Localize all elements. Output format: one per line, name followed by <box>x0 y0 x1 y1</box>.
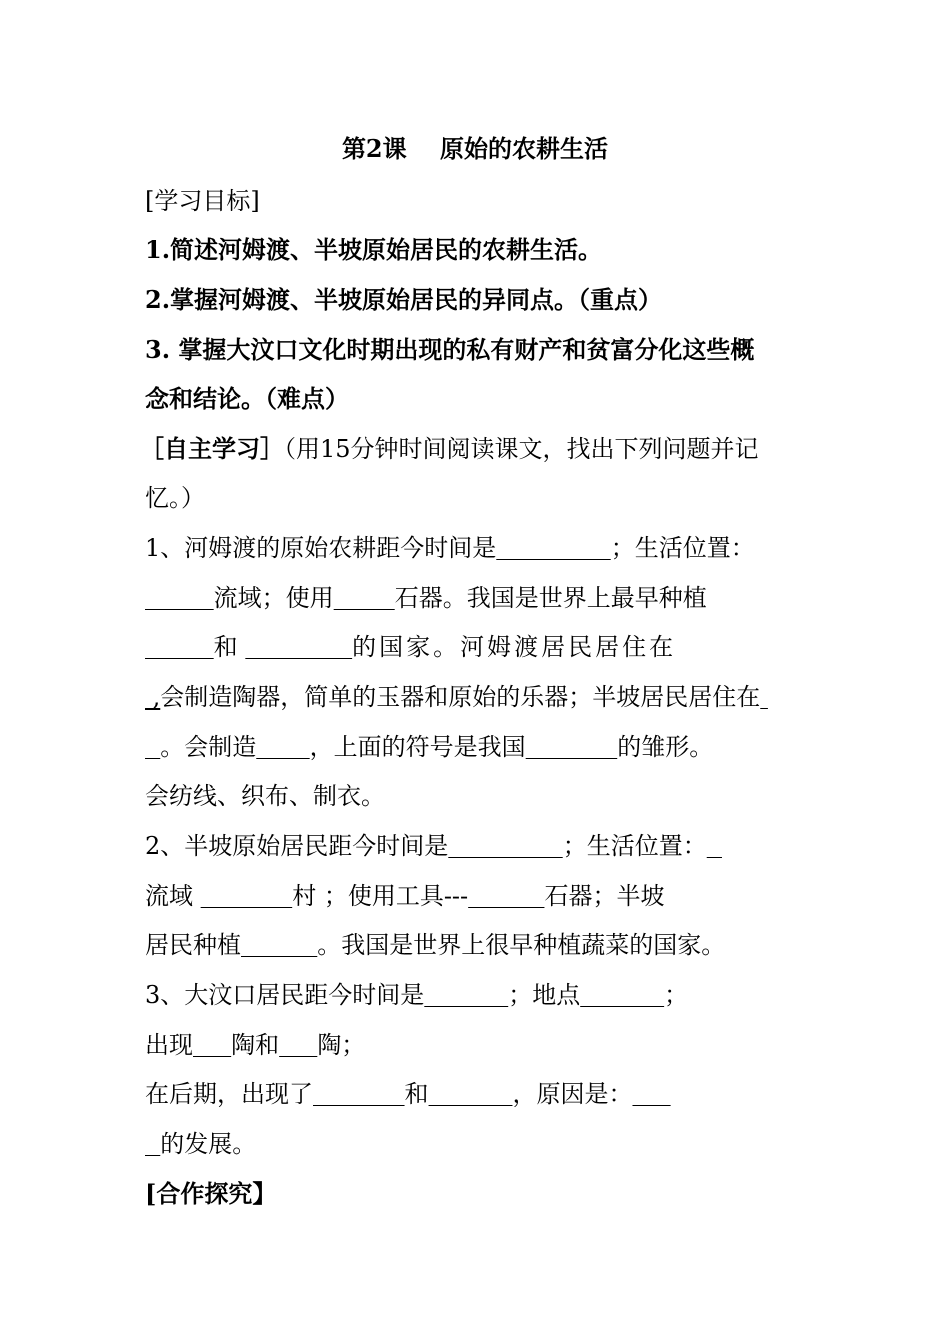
objective-item-2: 2.掌握河姆渡、半坡原始居民的异同点。（重点） <box>145 285 663 314</box>
q3-blank-property[interactable] <box>313 1078 405 1110</box>
q1-text: 和 <box>213 633 238 661</box>
objectives-header: [学习目标] <box>145 187 260 215</box>
q1-text: 流域；使用 <box>213 584 334 612</box>
q2-blank-crop[interactable] <box>241 929 317 961</box>
q3-line-3 <box>145 1078 671 1110</box>
q1-line-2 <box>145 582 707 614</box>
q3-text: 3、大汶口居民距今时间是 <box>145 981 425 1009</box>
q2-blank-river[interactable] <box>707 830 722 862</box>
q3-line-4 <box>145 1128 256 1160</box>
q1-line-4 <box>145 681 768 713</box>
q1-blank-river[interactable] <box>145 582 214 614</box>
self-study-instruction-cont: 忆。） <box>145 484 205 512</box>
q3-blank-reason-cont[interactable] <box>145 1128 160 1160</box>
q1-blank-crop-1[interactable] <box>145 631 214 663</box>
q1-text: 石器。我国是世界上最早种植 <box>394 584 707 612</box>
q1-blank-dwelling[interactable]: , <box>145 683 161 711</box>
q1-line-5 <box>145 731 713 763</box>
q2-text: 2、半坡原始居民距今时间是 <box>145 832 449 860</box>
q1-blank-time[interactable] <box>496 532 610 564</box>
q1-blank-pottery[interactable] <box>256 731 309 763</box>
q3-line-2 <box>145 1029 365 1061</box>
q3-line-1 <box>145 979 688 1011</box>
q1-line-3 <box>145 631 676 663</box>
q3-blank-pottery-2[interactable] <box>279 1029 317 1061</box>
q1-blank-tool[interactable] <box>334 582 395 614</box>
q3-text: 和 <box>404 1080 429 1108</box>
q2-text: 村 ；使用工具--- <box>292 882 469 910</box>
q3-text: ，原因是： <box>512 1080 633 1108</box>
q3-blank-pottery-1[interactable] <box>193 1029 231 1061</box>
q3-text: ； <box>664 981 689 1009</box>
q1-text: 会制造陶器，简单的玉器和原始的乐器；半坡居民居住在 <box>160 683 761 711</box>
q2-text: 居民种植 <box>145 931 241 959</box>
q3-blank-time[interactable] <box>424 979 508 1011</box>
q1-line-6: 会纺线、织布、制衣。 <box>145 782 385 810</box>
q2-line-2 <box>145 880 664 912</box>
q3-text: 陶； <box>317 1031 366 1059</box>
cooperation-header: [合作探究】 <box>145 1179 277 1208</box>
q2-text: 石器；半坡 <box>544 882 665 910</box>
q2-line-1 <box>145 830 722 862</box>
q3-text: 在后期，出现了 <box>145 1080 313 1108</box>
q1-text: ，上面的符号是我国 <box>309 733 526 761</box>
q3-text: 陶和 <box>231 1031 280 1059</box>
objective-item-3-cont: 念和结论。（难点） <box>145 384 349 413</box>
self-study-instruction: （用15分钟时间阅读课文，找出下列问题并记 <box>284 435 759 463</box>
q1-text: 的国家。河姆渡居民居住在 <box>352 633 677 661</box>
q2-text: 流域 <box>145 882 193 910</box>
q2-blank-village[interactable] <box>201 880 293 912</box>
q1-blank-banpo-dwelling-cont[interactable] <box>145 731 160 763</box>
q1-text: 1、河姆渡的原始农耕距今时间是 <box>145 534 497 562</box>
page-title: 第2课 原始的农耕生活 <box>341 134 609 163</box>
q3-blank-wealth-gap[interactable] <box>429 1078 513 1110</box>
q1-blank-banpo-dwelling[interactable] <box>760 681 768 713</box>
q3-text: 的发展。 <box>160 1130 257 1158</box>
q1-blank-crop-2[interactable] <box>245 631 352 663</box>
q2-text: 。我国是世界上很早种植蔬菜的国家。 <box>317 931 726 959</box>
q3-blank-location[interactable] <box>580 979 664 1011</box>
q1-text: 的雏形。 <box>617 733 714 761</box>
q2-blank-time[interactable] <box>448 830 562 862</box>
self-study-header: ［自主学习］ <box>140 434 284 463</box>
q1-text: ；生活位置： <box>610 534 755 562</box>
q1-line-1 <box>145 532 755 564</box>
q3-text: ；地点 <box>508 981 581 1009</box>
q2-blank-tool[interactable] <box>468 880 544 912</box>
q2-line-3 <box>145 929 725 961</box>
q3-blank-reason[interactable] <box>632 1078 670 1110</box>
q3-text: 出现 <box>145 1031 193 1059</box>
q1-blank-writing[interactable] <box>526 731 618 763</box>
q1-text: 。会制造 <box>160 733 257 761</box>
q2-text: ；生活位置： <box>562 832 707 860</box>
objective-item-1: 1.简述河姆渡、半坡原始居民的农耕生活。 <box>145 235 603 264</box>
objective-item-3: 3. 掌握大汶口文化时期出现的私有财产和贫富分化这些概 <box>145 335 755 364</box>
self-study-line <box>140 433 759 465</box>
